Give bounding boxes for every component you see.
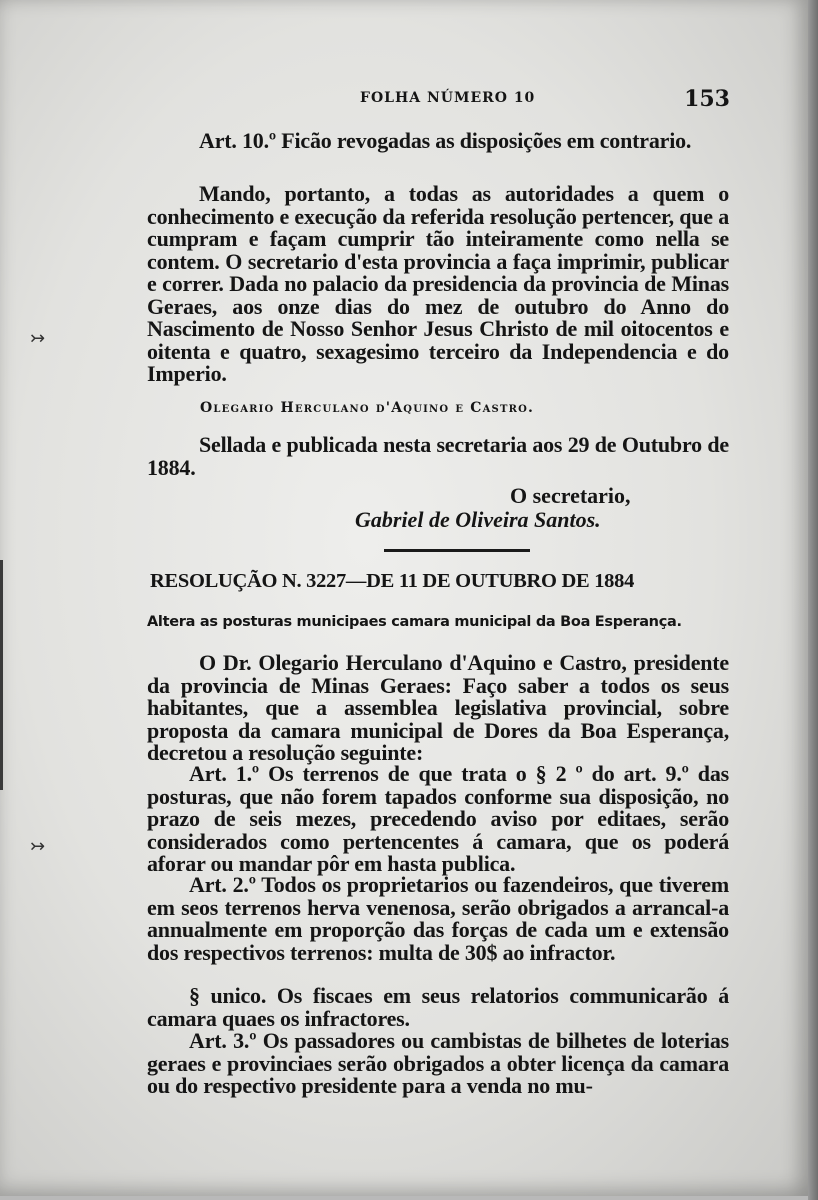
- running-head: FOLHA NÚMERO 10: [360, 90, 536, 106]
- resolution-title: RESOLUÇÃO N. 3227—DE 11 DE OUTUBRO DE 1884: [150, 570, 635, 592]
- paragraph-mando: Mando, portanto, a todas as autoridades a quem o conhecimento e execução da referida resolução pertencer, que a cumpram e façam cumprir tão inteiramente como nella se contem. O secretario d'esta provincia a faça imprimir, publicar e correr. Dada no palacio da presidencia da provincia de Minas Geraes, aos onze dias do mez de outubro do Anno do Nascimento de Nosso Senhor Jesus Christo de mil oitocentos e oitenta e quatro, sexagesimo terceiro da Independencia e do Imperio.: [147, 181, 729, 386]
- paragraph-art2: Art. 2.º Todos os proprietarios ou fazendeiros, que tiverem em seos terrenos herva venenosa, serão obrigados a arrancal-a annualmente em proporção das forças de cada um e extensão dos respectivos terrenos: multa de 30$ ao infractor.: [147, 872, 729, 965]
- paragraph-art3: Art. 3.º Os passadores ou cambistas de bilhetes de loterias geraes e provinciaes serão obrigados a obter licença da camara ou do respectivo presidente para a venda no mu-: [147, 1028, 729, 1098]
- resolution-subtitle: Altera as posturas municipaes camara municipal da Boa Esperança.: [147, 614, 682, 630]
- section-divider: [384, 549, 530, 552]
- secretary-title: O secretario,: [510, 483, 631, 508]
- paragraph-intro: O Dr. Olegario Herculano d'Aquino e Castro, presidente da provincia de Minas Geraes: Faço saber a todos os seus habitantes, que a assemblea legislativa provincial, sobre proposta da camara municipal de Dores da Boa Esperança, decretou a resolução seguinte:: [147, 650, 729, 765]
- margin-arrow-icon: ↣: [30, 836, 46, 857]
- paragraph-art1: Art. 1.º Os terrenos de que trata o § 2 º do art. 9.º das posturas, que não forem tapados conforme sua disposição, no prazo de seis mezes, precedendo aviso por editaes, serão considerados como pertencentes á camara, que os poderá aforar ou mandar pôr em hasta publica.: [147, 761, 729, 876]
- secretary-name: Gabriel de Oliveira Santos.: [355, 507, 601, 532]
- signer-name: Olegario Herculano d'Aquino e Castro.: [200, 400, 535, 416]
- page-header: [150, 88, 730, 112]
- paragraph-unico: § unico. Os fiscaes em seus relatorios communicarão á camara quaes os infractores.: [147, 983, 729, 1031]
- paragraph-sellada: Sellada e publicada nesta secretaria aos 29 de Outubro de 1884.: [147, 432, 729, 480]
- page-number: 153: [684, 86, 730, 112]
- binding-edge: [0, 560, 3, 790]
- margin-arrow-icon: ↣: [30, 328, 46, 349]
- paragraph-art10: Art. 10.º Ficão revogadas as disposições em contrario.: [199, 128, 692, 153]
- page-edge-shadow: [808, 0, 818, 1200]
